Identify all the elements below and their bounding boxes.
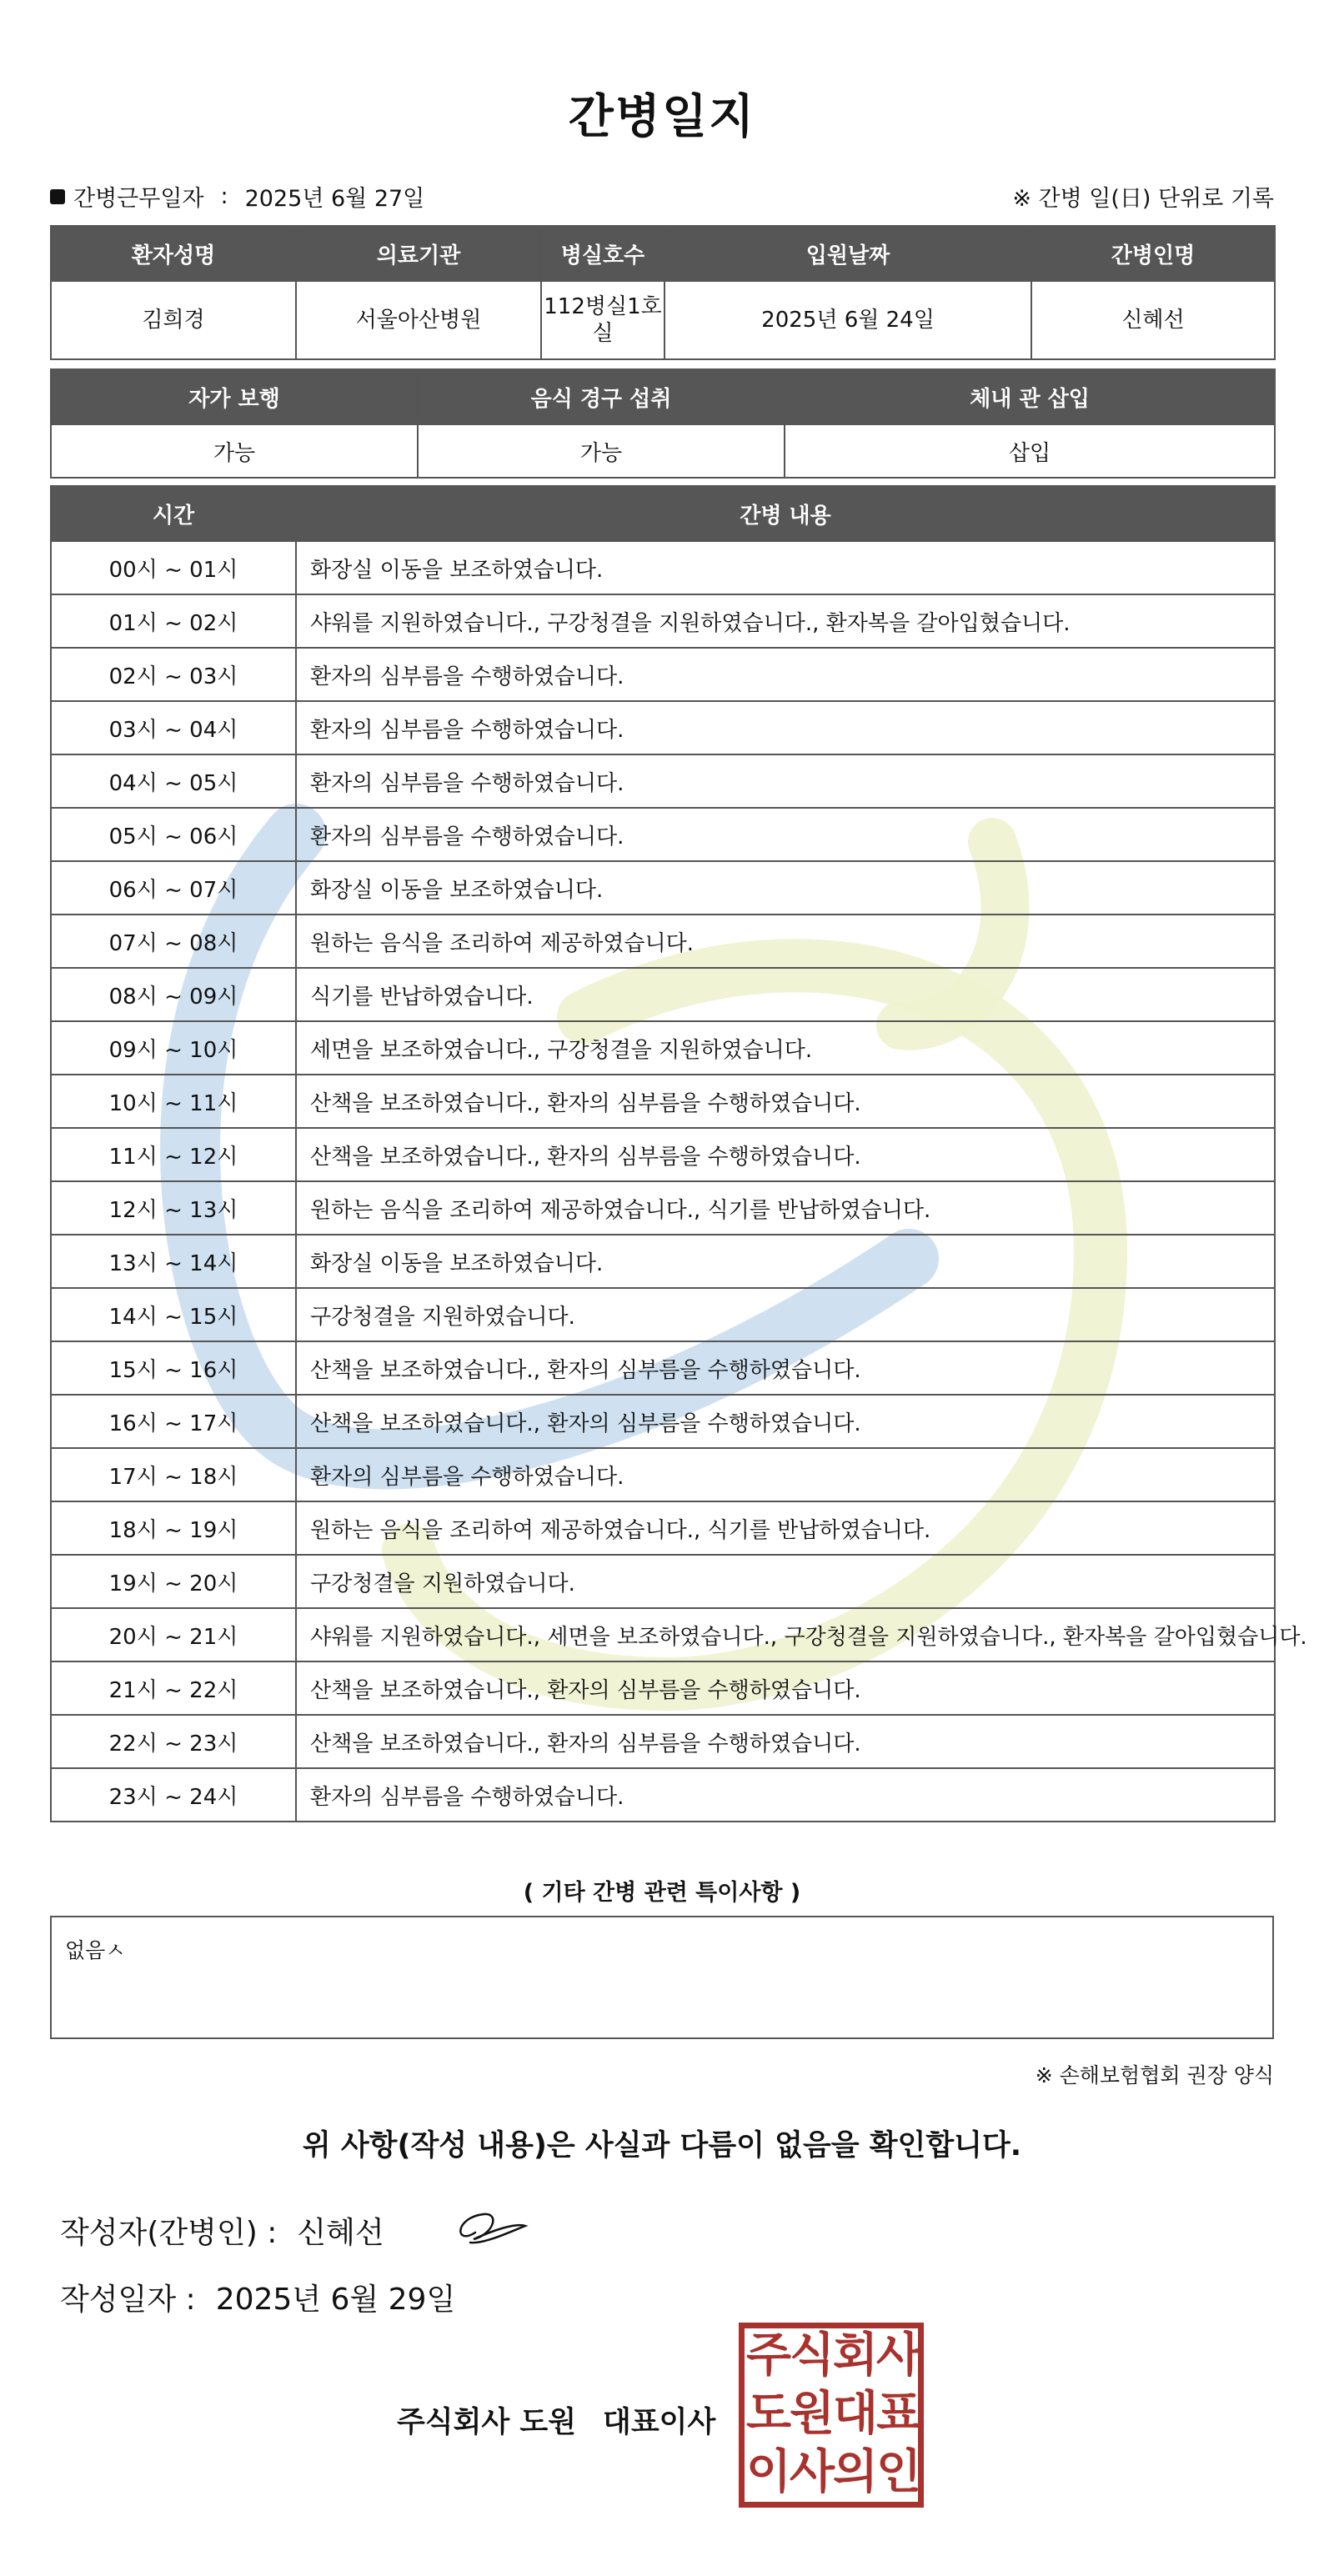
work-date-separator: :: [220, 183, 228, 209]
writer-line: [60, 2209, 384, 2252]
schedule-care-text: 환자의 심부름을 수행하였습니다.: [296, 1768, 1275, 1822]
company-seal: [739, 2323, 924, 2508]
schedule-row: [51, 1501, 1275, 1555]
schedule-time: 06시 ~ 07시: [51, 861, 296, 915]
schedule-row: [51, 1768, 1275, 1822]
schedule-care-text: 원하는 음식을 조리하여 제공하였습니다.: [296, 915, 1275, 968]
header-caregiver-name: 간병인명: [1031, 226, 1275, 281]
caregiver-name: 신혜선: [1031, 281, 1275, 359]
association-note: ※ 손해보험협회 권장 양식: [1035, 2063, 1274, 2087]
tube-insertion-value: 삽입: [785, 424, 1275, 478]
schedule-care-text: 샤워를 지원하였습니다., 세면을 보조하였습니다., 구강청결을 지원하였습니다., 환자복을 갈아입혔습니다.: [296, 1608, 1275, 1661]
header-oral-intake: 음식 경구 섭취: [418, 369, 785, 424]
header-room: 병실호수: [541, 226, 665, 281]
patient-status-header-row: [51, 369, 1275, 424]
schedule-care-text: 화장실 이동을 보조하였습니다.: [296, 541, 1275, 594]
unit-note: ※ 간병 일(日) 단위로 기록: [1012, 186, 1274, 212]
schedule-time: 14시 ~ 15시: [51, 1288, 296, 1341]
schedule-row: [51, 1715, 1275, 1768]
schedule-row: [51, 1341, 1275, 1395]
schedule-care-text: 구강청결을 지원하였습니다.: [296, 1555, 1275, 1608]
seal-character: 인: [876, 2445, 922, 2499]
seal-character: 의: [833, 2445, 879, 2499]
schedule-time: 03시 ~ 04시: [51, 701, 296, 754]
schedule-time: 15시 ~ 16시: [51, 1341, 296, 1395]
patient-info-value-row: [51, 281, 1275, 359]
schedule-time: 22시 ~ 23시: [51, 1715, 296, 1768]
work-date: [50, 180, 424, 213]
schedule-care-text: 산책을 보조하였습니다., 환자의 심부름을 수행하였습니다.: [296, 1075, 1275, 1128]
patient-info-header-row: [51, 226, 1275, 281]
schedule-time: 20시 ~ 21시: [51, 1608, 296, 1661]
header-hospital: 의료기관: [296, 226, 541, 281]
schedule-row: [51, 594, 1275, 648]
written-date-label: 작성일자 :: [60, 2283, 196, 2317]
schedule-care-text: 식기를 반납하였습니다.: [296, 968, 1275, 1021]
schedule-time: 00시 ~ 01시: [51, 541, 296, 594]
schedule-time: 21시 ~ 22시: [51, 1661, 296, 1715]
seal-character: 원: [790, 2387, 835, 2441]
schedule-care-text: 산책을 보조하였습니다., 환자의 심부름을 수행하였습니다.: [296, 1395, 1275, 1448]
schedule-row: [51, 1181, 1275, 1235]
header-tube-insertion: 체내 관 삽입: [785, 369, 1275, 424]
care-schedule-table: [50, 485, 1307, 1822]
room-number: 112병실1호실: [541, 281, 665, 359]
schedule-header-row: [51, 486, 1275, 541]
schedule-care-text: 산책을 보조하였습니다., 환자의 심부름을 수행하였습니다.: [296, 1661, 1275, 1715]
schedule-care-text: 화장실 이동을 보조하였습니다.: [296, 1235, 1275, 1288]
seal-character: 도: [746, 2387, 792, 2441]
writer-name: 신혜선: [297, 2216, 384, 2250]
schedule-row: [51, 1661, 1275, 1715]
company-role: 대표이사: [603, 2406, 716, 2439]
work-date-value: 2025년 6월 27일: [244, 186, 425, 212]
notes-box: [50, 1916, 1274, 2039]
schedule-time: 19시 ~ 20시: [51, 1555, 296, 1608]
self-walking-value: 가능: [51, 424, 418, 478]
patient-name: 김희경: [51, 281, 296, 359]
schedule-care-text: 샤워를 지원하였습니다., 구강청결을 지원하였습니다., 환자복을 갈아입혔습니다.: [296, 594, 1275, 648]
schedule-row: [51, 1555, 1275, 1608]
schedule-row: [51, 1395, 1275, 1448]
company-name: 주식회사 도원: [397, 2406, 577, 2439]
header-admission-date: 입원날짜: [665, 226, 1031, 281]
square-bullet-icon: [50, 189, 65, 204]
schedule-time: 04시 ~ 05시: [51, 754, 296, 808]
schedule-time: 09시 ~ 10시: [51, 1021, 296, 1075]
schedule-care-text: 세면을 보조하였습니다., 구강청결을 지원하였습니다.: [296, 1021, 1275, 1075]
schedule-time: 18시 ~ 19시: [51, 1501, 296, 1555]
schedule-row: [51, 1128, 1275, 1181]
schedule-row: [51, 1288, 1275, 1341]
schedule-time: 02시 ~ 03시: [51, 648, 296, 701]
schedule-row: [51, 968, 1275, 1021]
schedule-time: 05시 ~ 06시: [51, 808, 296, 861]
seal-character: 주: [746, 2328, 792, 2383]
header-time: 시간: [51, 486, 296, 541]
seal-character: 대: [833, 2387, 879, 2441]
schedule-care-text: 환자의 심부름을 수행하였습니다.: [296, 648, 1275, 701]
signature-icon: [450, 2198, 534, 2256]
schedule-time: 12시 ~ 13시: [51, 1181, 296, 1235]
seal-character: 표: [876, 2387, 922, 2441]
schedule-time: 07시 ~ 08시: [51, 915, 296, 968]
page-title: 간병일지: [568, 90, 756, 144]
schedule-row: [51, 915, 1275, 968]
schedule-row: [51, 648, 1275, 701]
seal-character: 식: [790, 2328, 835, 2383]
header-patient-name: 환자성명: [51, 226, 296, 281]
notes-title: ( 기타 간병 관련 특이사항 ): [523, 1880, 801, 1906]
schedule-care-text: 원하는 음식을 조리하여 제공하였습니다., 식기를 반납하였습니다.: [296, 1181, 1275, 1235]
header-care-content: 간병 내용: [296, 486, 1275, 541]
schedule-time: 11시 ~ 12시: [51, 1128, 296, 1181]
schedule-row: [51, 1608, 1275, 1661]
schedule-row: [51, 1235, 1275, 1288]
hospital-name: 서울아산병원: [296, 281, 541, 359]
schedule-time: 16시 ~ 17시: [51, 1395, 296, 1448]
admission-date: 2025년 6월 24일: [665, 281, 1031, 359]
schedule-care-text: 구강청결을 지원하였습니다.: [296, 1288, 1275, 1341]
schedule-row: [51, 701, 1275, 754]
schedule-time: 17시 ~ 18시: [51, 1448, 296, 1501]
schedule-care-text: 산책을 보조하였습니다., 환자의 심부름을 수행하였습니다.: [296, 1341, 1275, 1395]
schedule-row: [51, 808, 1275, 861]
company-line: [397, 2399, 715, 2441]
patient-status-table: [50, 368, 1276, 479]
written-date-line: [60, 2276, 455, 2318]
patient-status-value-row: [51, 424, 1275, 478]
seal-character: 회: [833, 2328, 879, 2383]
seal-character: 사: [876, 2328, 922, 2383]
work-date-label: 간병근무일자: [73, 186, 204, 212]
schedule-care-text: 화장실 이동을 보조하였습니다.: [296, 861, 1275, 915]
schedule-time: 01시 ~ 02시: [51, 594, 296, 648]
schedule-row: [51, 1021, 1275, 1075]
schedule-row: [51, 1075, 1275, 1128]
schedule-time: 10시 ~ 11시: [51, 1075, 296, 1128]
schedule-care-text: 산책을 보조하였습니다., 환자의 심부름을 수행하였습니다.: [296, 1715, 1275, 1768]
schedule-row: [51, 1448, 1275, 1501]
written-date-value: 2025년 6월 29일: [215, 2283, 456, 2317]
seal-character: 이: [746, 2445, 792, 2499]
confirmation-statement: 위 사항(작성 내용)은 사실과 다름이 없음을 확인합니다.: [302, 2129, 1022, 2163]
writer-label: 작성자(간병인) :: [60, 2216, 278, 2250]
schedule-care-text: 원하는 음식을 조리하여 제공하였습니다., 식기를 반납하였습니다.: [296, 1501, 1275, 1555]
schedule-care-text: 환자의 심부름을 수행하였습니다.: [296, 754, 1275, 808]
schedule-care-text: 환자의 심부름을 수행하였습니다.: [296, 808, 1275, 861]
seal-character: 사: [790, 2445, 835, 2499]
schedule-row: [51, 861, 1275, 915]
schedule-time: 08시 ~ 09시: [51, 968, 296, 1021]
schedule-time: 23시 ~ 24시: [51, 1768, 296, 1822]
schedule-care-text: 환자의 심부름을 수행하였습니다.: [296, 1448, 1275, 1501]
schedule-care-text: 산책을 보조하였습니다., 환자의 심부름을 수행하였습니다.: [296, 1128, 1275, 1181]
notes-text: 없음ㅅ: [65, 1938, 126, 1962]
oral-intake-value: 가능: [418, 424, 785, 478]
patient-info-table: [50, 225, 1276, 360]
schedule-row: [51, 754, 1275, 808]
header-self-walking: 자가 보행: [51, 369, 418, 424]
schedule-time: 13시 ~ 14시: [51, 1235, 296, 1288]
schedule-row: [51, 541, 1275, 594]
schedule-care-text: 환자의 심부름을 수행하였습니다.: [296, 701, 1275, 754]
